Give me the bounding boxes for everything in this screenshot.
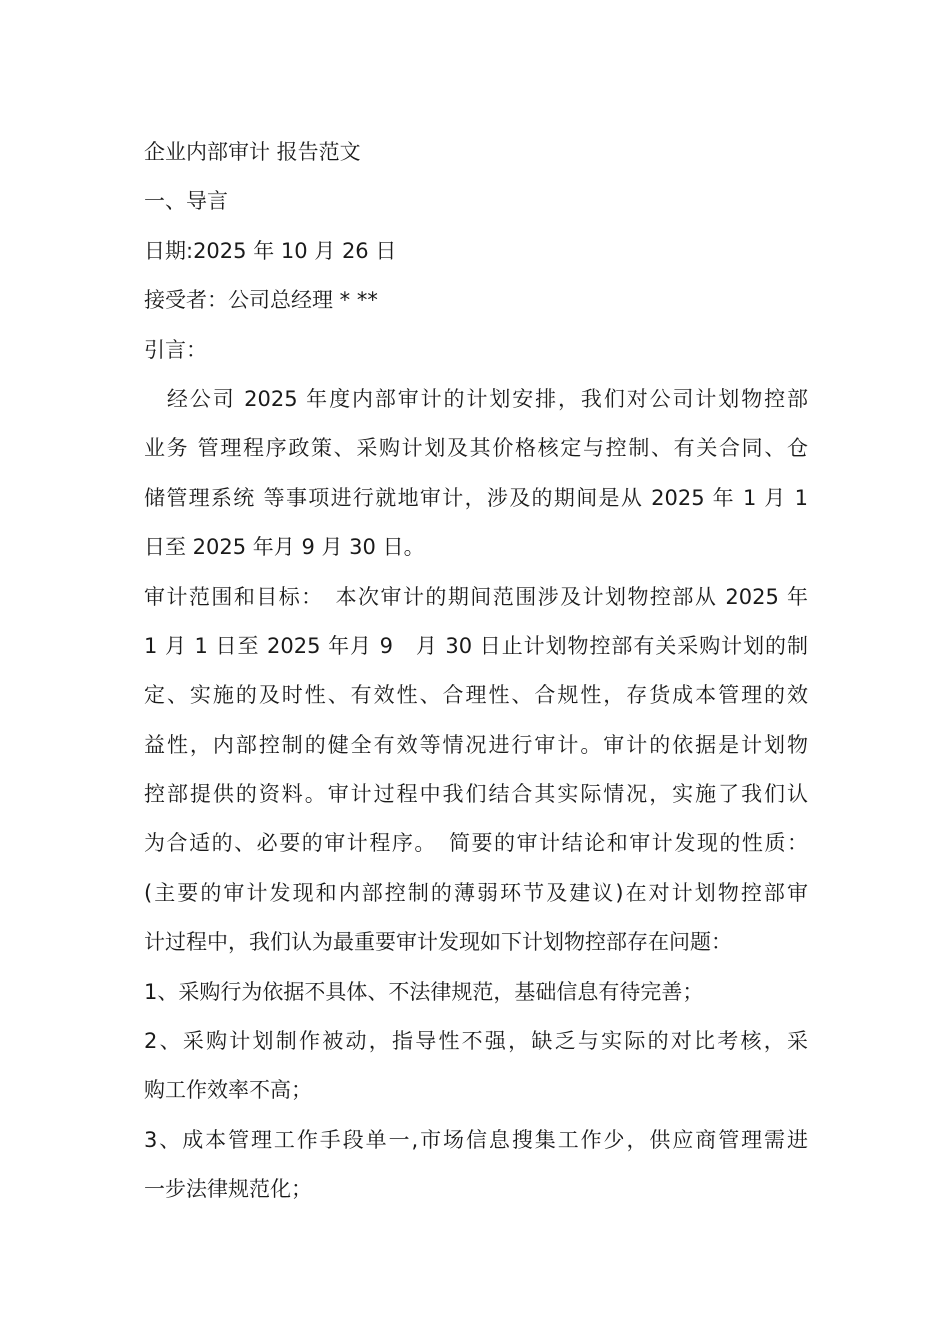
intro-paragraph-line: 业务 管理程序政策、采购计划及其价格核定与控制、有关合同、仓: [144, 436, 808, 461]
date-line: 日期:2025 年 10 月 26 日: [144, 238, 397, 263]
scope-paragraph-line: 计过程中，我们认为最重要审计发现如下计划物控部存在问题：: [144, 930, 732, 955]
document-body: [144, 128, 808, 1215]
recipient-line: 接受者：公司总经理 * **: [144, 288, 378, 313]
intro-label: 引言：: [144, 337, 207, 362]
scope-paragraph-line: 控部提供的资料。审计过程中我们结合其实际情况，实施了我们认: [144, 782, 808, 807]
finding-item-2: 2、采购计划制作被动，指导性不强，缺乏与实际的对比考核，采: [144, 1029, 808, 1054]
intro-paragraph-line: 经公司 2025 年度内部审计的计划安排，我们对公司计划物控部: [144, 386, 808, 411]
scope-paragraph-line: 益性，内部控制的健全有效等情况进行审计。审计的依据是计划物: [144, 732, 808, 757]
finding-item-1: 1、采购行为依据不具体、不法律规范，基础信息有待完善；: [144, 979, 704, 1004]
scope-paragraph-line: 定、实施的及时性、有效性、合理性、合规性，存货成本管理的效: [144, 683, 808, 708]
finding-item-2-continued: 购工作效率不高；: [144, 1078, 312, 1103]
scope-paragraph-line: 为合适的、必要的审计程序。 简要的审计结论和审计发现的性质：: [144, 831, 808, 856]
document-title: 企业内部审计 报告范文: [144, 140, 361, 164]
intro-paragraph-line: 储管理系统 等事项进行就地审计，涉及的期间是从 2025 年 1 月 1: [144, 485, 808, 510]
scope-paragraph-line: 1 月 1 日至 2025 年月 9 月 30 日止计划物控部有关采购计划的制: [144, 633, 808, 658]
scope-paragraph-line: (主要的审计发现和内部控制的薄弱环节及建议)在对计划物控部审: [144, 880, 808, 905]
finding-item-3: 3、成本管理工作手段单一,市场信息搜集工作少，供应商管理需进: [144, 1127, 808, 1152]
finding-item-3-continued: 一步法律规范化；: [144, 1177, 312, 1202]
intro-paragraph-line: 日至 2025 年月 9 月 30 日。: [144, 535, 425, 560]
section-heading: 一、导言: [144, 189, 228, 214]
scope-paragraph-line: 审计范围和目标： 本次审计的期间范围涉及计划物控部从 2025 年: [144, 584, 808, 609]
